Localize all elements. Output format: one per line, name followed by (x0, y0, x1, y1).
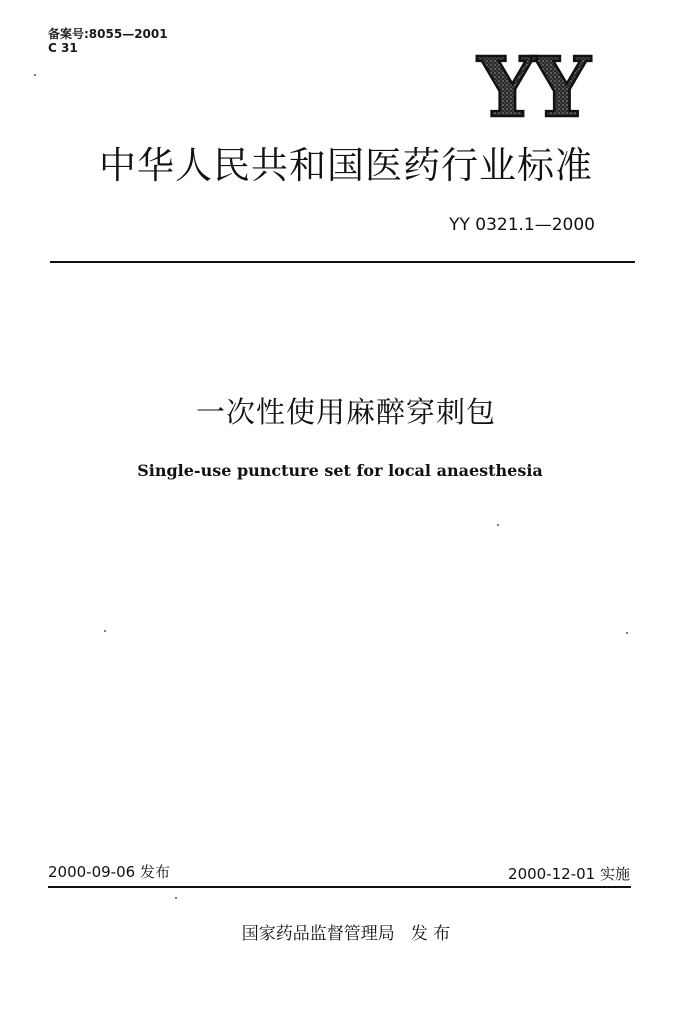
scan-speck (626, 632, 628, 634)
publisher-action: 发 布 (410, 924, 451, 944)
record-number: 备案号:8055—2001 (48, 27, 168, 41)
standard-category-title: 中华人民共和国医药行业标准 (99, 144, 593, 187)
scan-speck (104, 630, 106, 632)
standard-code: YY 0321.1—2000 (449, 215, 595, 235)
document-title-cn: 一次性使用麻醉穿刺包 (195, 395, 496, 429)
scan-speck (34, 74, 36, 76)
footer-divider (48, 886, 631, 888)
scan-speck (175, 897, 177, 899)
filing-info (48, 27, 168, 55)
classification-code: C 31 (48, 41, 78, 55)
document-title-en: Single-use puncture set for local anaesthesia (137, 461, 543, 480)
publisher-name: 国家药品监督管理局 (241, 924, 395, 944)
implementation-date: 2000-12-01 实施 (508, 865, 630, 883)
scan-speck (497, 524, 499, 526)
header-divider (50, 261, 635, 263)
publisher-line (0, 922, 692, 946)
issue-date: 2000-09-06 发布 (48, 863, 170, 881)
yy-standard-logo (462, 52, 602, 124)
yy-logo-text: YY (477, 52, 587, 124)
